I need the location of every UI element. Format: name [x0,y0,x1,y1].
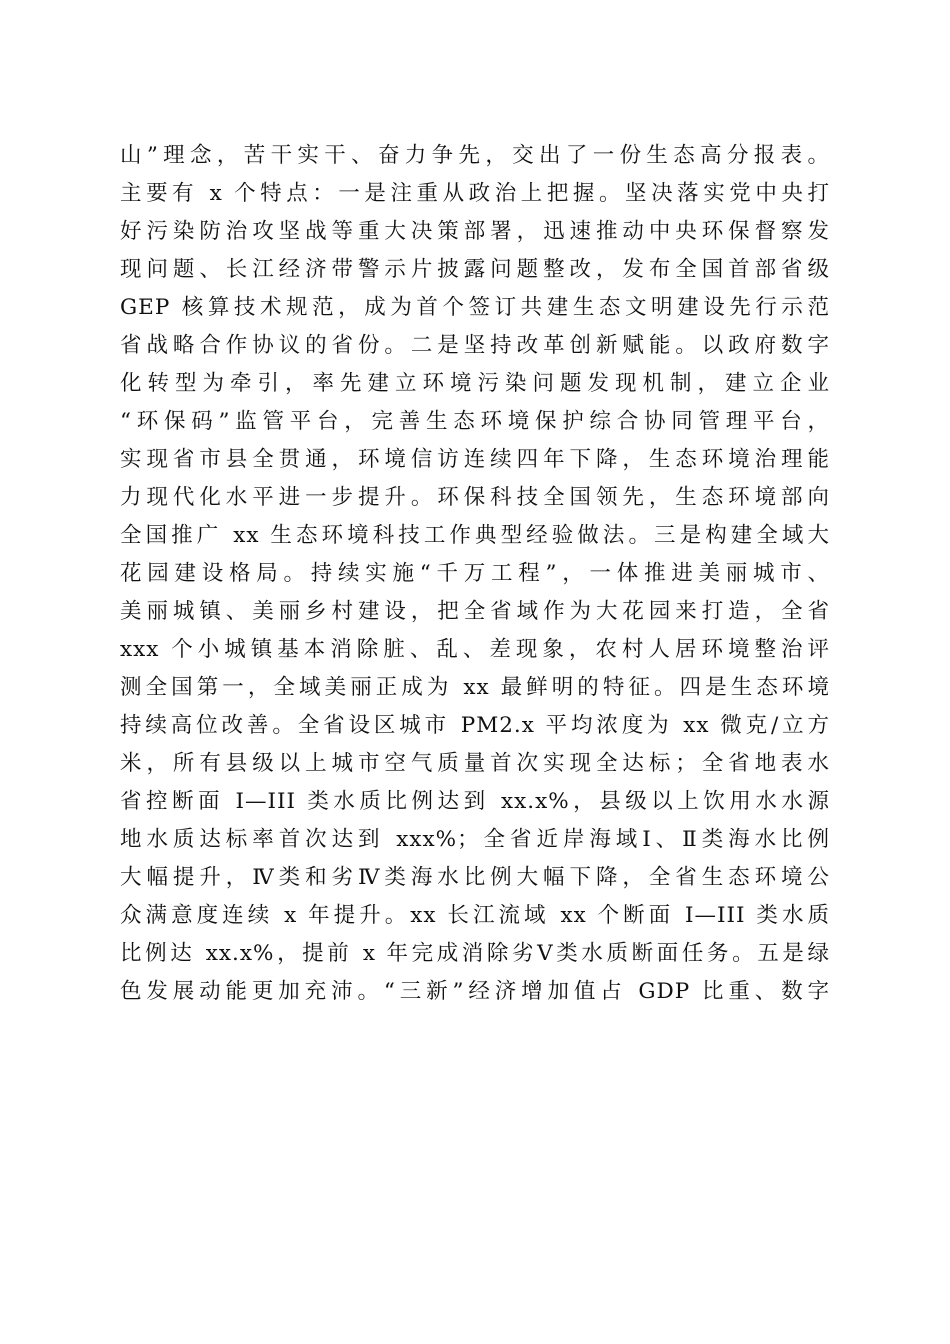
text-line: 好污染防治攻坚战等重大决策部署，迅速推动中央环保督察发 [120,219,830,244]
text-line: 持续高位改善。全省设区城市 PM2.x 平均浓度为 xx 微克/立方 [120,713,830,738]
text-line: 力现代化水平进一步提升。环保科技全国领先，生态环境部向 [120,485,830,510]
text-line: 省控断面 I—III 类水质比例达到 xx.x%，县级以上饮用水水源 [120,789,830,814]
text-line: 主要有 x 个特点：一是注重从政治上把握。坚决落实党中央打 [120,181,830,206]
text-line: GEP 核算技术规范，成为首个签订共建生态文明建设先行示范 [120,295,830,320]
text-line: 花园建设格局。持续实施“千万工程”，一体推进美丽城市、 [120,561,830,586]
body-paragraph [120,137,830,1011]
text-line: 全国推广 xx 生态环境科技工作典型经验做法。三是构建全域大 [120,523,830,548]
text-line: 美丽城镇、美丽乡村建设，把全省域作为大花园来打造，全省 [120,599,830,624]
text-line: 大幅提升，Ⅳ类和劣Ⅳ类海水比例大幅下降，全省生态环境公 [120,865,830,890]
text-line: 色发展动能更加充沛。“三新”经济增加值占 GDP 比重、数字 [120,979,830,1004]
text-line: 现问题、长江经济带警示片披露问题整改，发布全国首部省级 [120,257,830,282]
text-line: 实现省市县全贯通，环境信访连续四年下降，生态环境治理能 [120,447,830,472]
text-line: 山”理念，苦干实干、奋力争先，交出了一份生态高分报表。 [120,143,830,168]
text-line: 化转型为牵引，率先建立环境污染问题发现机制，建立企业 [120,371,830,396]
text-line: 众满意度连续 x 年提升。xx 长江流域 xx 个断面 I—III 类水质 [120,903,830,928]
text-line: 米，所有县级以上城市空气质量首次实现全达标；全省地表水 [120,751,830,776]
text-line: 省战略合作协议的省份。二是坚持改革创新赋能。以政府数字 [120,333,830,358]
text-line: 测全国第一，全域美丽正成为 xx 最鲜明的特征。四是生态环境 [120,675,830,700]
text-line: 比例达 xx.x%，提前 x 年完成消除劣Ⅴ类水质断面任务。五是绿 [120,941,830,966]
text-line: “环保码”监管平台，完善生态环境保护综合协同管理平台， [120,409,830,434]
text-line: xxx 个小城镇基本消除脏、乱、差现象，农村人居环境整治评 [120,637,830,662]
text-line: 地水质达标率首次达到 xxx%；全省近岸海域Ⅰ、Ⅱ类海水比例 [120,827,830,852]
